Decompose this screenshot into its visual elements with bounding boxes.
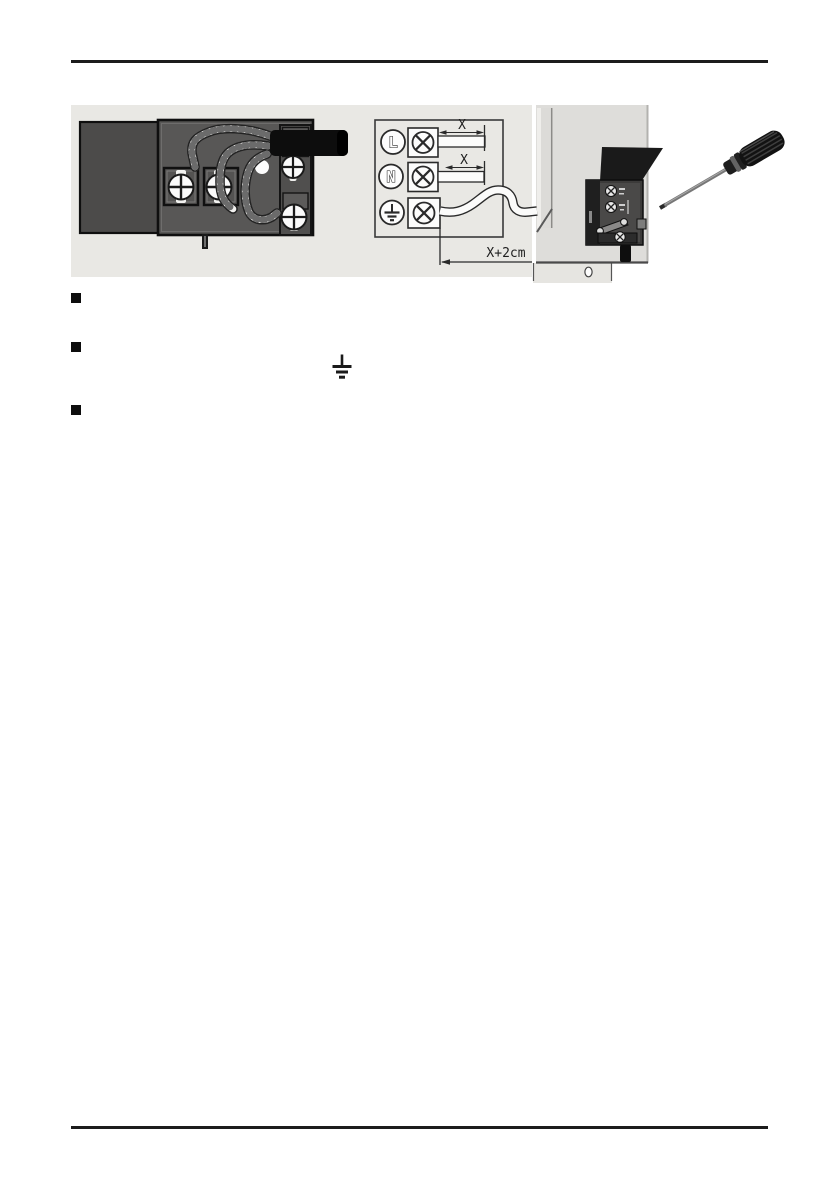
screwdriver-icon: [655, 127, 788, 217]
wire-live: [438, 136, 485, 147]
terminal-l-label: L: [388, 133, 398, 152]
top-rule: [71, 60, 768, 63]
dimension-x-live: X: [458, 118, 466, 133]
terminal-n-label: N: [386, 168, 396, 186]
terminal-block-1: [164, 168, 198, 205]
appliance-cable: [620, 245, 631, 262]
junction-box-flap: [600, 147, 663, 182]
appliance-plinth: [533, 263, 612, 283]
bottom-rule: [71, 1126, 768, 1129]
bullet-marker: [71, 405, 81, 415]
terminal-box-diagram: [80, 120, 348, 249]
bullet-marker: [71, 342, 81, 352]
clamp-screw-bottom: [282, 204, 307, 231]
earth-ground-icon: [331, 353, 353, 381]
junction-box-nub: [637, 219, 646, 229]
bullet-marker: [71, 293, 81, 303]
supply-cable: [270, 130, 348, 156]
terminal-box-cover: [80, 122, 161, 233]
dimension-x2cm: X+2cm: [486, 246, 526, 261]
installation-figure-svg: [71, 105, 790, 285]
plinth-hole: [585, 267, 592, 277]
installation-figure: [71, 105, 790, 285]
wire-neutral: [438, 172, 484, 183]
dimension-x-neutral: X: [460, 153, 468, 168]
terminal-row-earth: [380, 198, 440, 228]
